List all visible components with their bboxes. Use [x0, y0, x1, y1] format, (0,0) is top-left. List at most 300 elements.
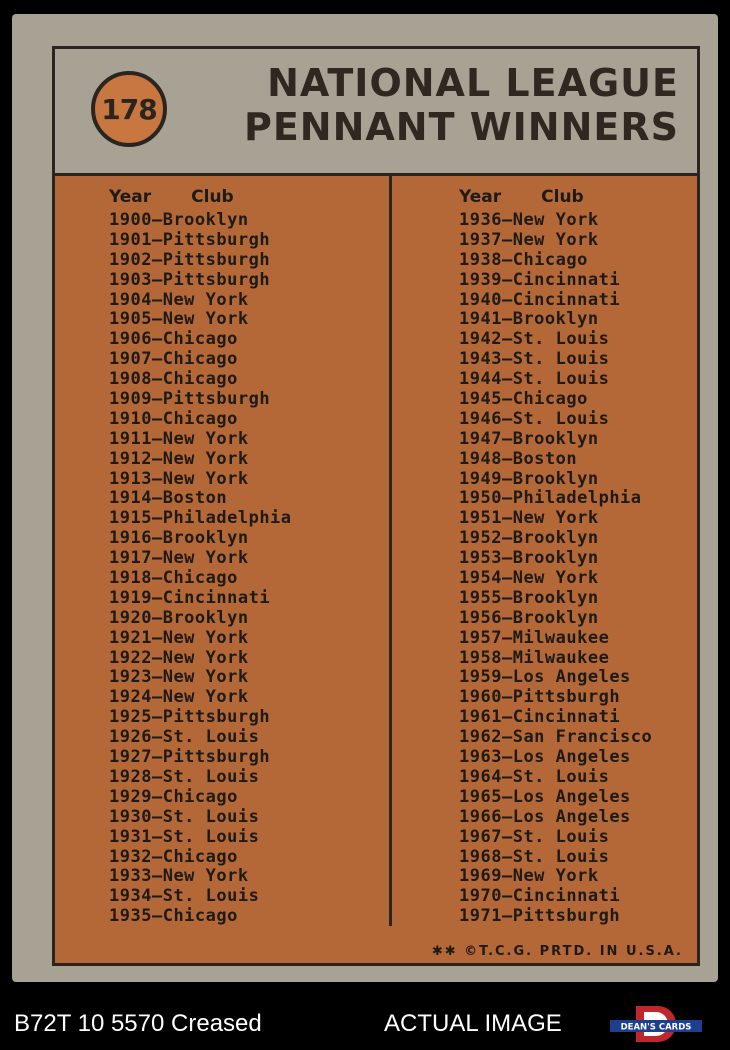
winner-year: 1912 — [109, 448, 152, 469]
winner-year: 1922 — [109, 647, 152, 668]
row-dash: — — [501, 846, 513, 867]
winner-row — [459, 528, 652, 548]
winner-row — [459, 290, 652, 310]
row-dash: — — [151, 687, 163, 708]
row-dash: — — [501, 806, 513, 827]
header-year: Year — [109, 187, 152, 207]
winner-year: 1941 — [459, 309, 502, 330]
winner-year: 1953 — [459, 548, 502, 569]
winner-row — [459, 488, 652, 508]
winner-row — [109, 469, 292, 489]
winner-year: 1901 — [109, 229, 152, 250]
winner-year: 1940 — [459, 289, 502, 310]
row-dash: — — [501, 906, 513, 927]
winner-club: New York — [162, 866, 249, 887]
winner-club: Brooklyn — [512, 607, 599, 628]
winner-row — [109, 827, 292, 847]
header-club: Club — [191, 187, 234, 207]
row-dash: — — [501, 886, 513, 907]
row-dash: — — [151, 886, 163, 907]
winner-year: 1932 — [109, 846, 152, 867]
winner-row — [109, 667, 292, 687]
winner-row — [109, 568, 292, 588]
winner-club: San Francisco — [512, 727, 653, 748]
winner-year: 1956 — [459, 607, 502, 628]
winner-club: St. Louis — [512, 846, 610, 867]
row-dash: — — [501, 229, 513, 250]
winner-year: 1937 — [459, 229, 502, 250]
winner-year: 1916 — [109, 528, 152, 549]
winner-row — [459, 210, 652, 230]
winner-year: 1951 — [459, 508, 502, 529]
row-dash: — — [151, 349, 163, 370]
winner-row — [109, 488, 292, 508]
winner-row — [459, 727, 652, 747]
winner-row — [109, 648, 292, 668]
winner-club: Cincinnati — [162, 587, 271, 608]
card-frame — [52, 46, 700, 966]
winner-row — [459, 847, 652, 867]
winner-year: 1946 — [459, 408, 502, 429]
column-divider — [389, 176, 392, 926]
winner-club: St. Louis — [162, 826, 260, 847]
winner-year: 1931 — [109, 826, 152, 847]
winner-year: 1954 — [459, 568, 502, 589]
winner-year: 1966 — [459, 806, 502, 827]
winner-row — [459, 628, 652, 648]
winner-club: Cincinnati — [512, 707, 621, 728]
winner-club: Pittsburgh — [162, 249, 271, 270]
winner-year: 1928 — [109, 766, 152, 787]
winner-year: 1943 — [459, 349, 502, 370]
winner-year: 1947 — [459, 428, 502, 449]
winner-row — [109, 628, 292, 648]
winner-year: 1935 — [109, 906, 152, 927]
winner-club: Philadelphia — [512, 488, 642, 509]
row-dash: — — [151, 906, 163, 927]
winner-club: Philadelphia — [162, 508, 292, 529]
winner-year: 1938 — [459, 249, 502, 270]
winner-club: Chicago — [162, 369, 238, 390]
winner-club: New York — [512, 229, 599, 250]
winner-row — [109, 429, 292, 449]
winner-club: Boston — [512, 448, 578, 469]
winner-club: Chicago — [512, 389, 588, 410]
row-dash: — — [151, 408, 163, 429]
row-dash: — — [501, 249, 513, 270]
winner-year: 1945 — [459, 389, 502, 410]
row-dash: — — [501, 647, 513, 668]
winner-row — [109, 409, 292, 429]
row-dash: — — [501, 627, 513, 648]
winner-club: Chicago — [162, 786, 238, 807]
card-title — [244, 61, 679, 149]
winner-club: Chicago — [162, 906, 238, 927]
winner-row — [109, 508, 292, 528]
winner-club: Pittsburgh — [512, 687, 621, 708]
row-dash: — — [151, 329, 163, 350]
winner-club: New York — [162, 309, 249, 330]
winner-year: 1924 — [109, 687, 152, 708]
winner-row — [459, 568, 652, 588]
winner-club: Chicago — [162, 408, 238, 429]
winner-club: New York — [162, 428, 249, 449]
winner-club: Pittsburgh — [162, 707, 271, 728]
row-dash: — — [501, 488, 513, 509]
winner-year: 1918 — [109, 568, 152, 589]
winner-year: 1910 — [109, 408, 152, 429]
winner-year: 1900 — [109, 210, 152, 230]
row-dash: — — [501, 448, 513, 469]
winner-year: 1907 — [109, 349, 152, 370]
winner-year: 1929 — [109, 786, 152, 807]
row-dash: — — [151, 846, 163, 867]
row-dash: — — [501, 210, 513, 230]
winner-row — [459, 230, 652, 250]
winner-row — [459, 648, 652, 668]
row-dash: — — [501, 428, 513, 449]
row-dash: — — [151, 468, 163, 489]
winner-row — [109, 847, 292, 867]
winner-row — [109, 886, 292, 906]
winner-club: Brooklyn — [162, 210, 249, 230]
row-dash: — — [501, 707, 513, 728]
winner-year: 1902 — [109, 249, 152, 270]
winner-club: St. Louis — [162, 727, 260, 748]
winner-year: 1971 — [459, 906, 502, 927]
row-dash: — — [151, 568, 163, 589]
row-dash: — — [501, 508, 513, 529]
row-dash: — — [151, 707, 163, 728]
winner-club: New York — [512, 210, 599, 230]
winner-year: 1921 — [109, 627, 152, 648]
winner-club: Pittsburgh — [162, 389, 271, 410]
row-dash: — — [501, 727, 513, 748]
copyright-line: ✱✱ ©T.C.G. PRTD. IN U.S.A. — [431, 944, 683, 959]
row-dash: — — [501, 528, 513, 549]
winner-club: Pittsburgh — [512, 906, 621, 927]
winner-club: Pittsburgh — [162, 269, 271, 290]
row-dash: — — [151, 806, 163, 827]
row-dash: — — [151, 727, 163, 748]
row-dash: — — [501, 309, 513, 330]
winner-club: Cincinnati — [512, 269, 621, 290]
title-line-1: NATIONAL LEAGUE — [267, 61, 679, 105]
winner-club: Chicago — [162, 349, 238, 370]
winner-row — [109, 270, 292, 290]
winner-club: New York — [512, 866, 599, 887]
winner-year: 1927 — [109, 747, 152, 768]
row-dash: — — [151, 389, 163, 410]
header-year: Year — [459, 187, 502, 207]
row-dash: — — [151, 826, 163, 847]
right-column-header — [459, 184, 652, 210]
winner-row — [459, 429, 652, 449]
winner-row — [459, 667, 652, 687]
winner-club: St. Louis — [162, 766, 260, 787]
winner-row — [109, 727, 292, 747]
winner-row — [459, 767, 652, 787]
winner-club: St. Louis — [162, 886, 260, 907]
winner-club: Brooklyn — [512, 548, 599, 569]
winner-row — [459, 449, 652, 469]
winner-year: 1960 — [459, 687, 502, 708]
winner-club: Los Angeles — [512, 747, 631, 768]
winner-club: Chicago — [162, 329, 238, 350]
row-dash: — — [501, 607, 513, 628]
winner-row — [109, 309, 292, 329]
winner-club: Brooklyn — [512, 468, 599, 489]
winner-year: 1915 — [109, 508, 152, 529]
winner-row — [109, 608, 292, 628]
winner-row — [459, 906, 652, 926]
winner-row — [459, 270, 652, 290]
row-dash: — — [151, 766, 163, 787]
winner-club: Chicago — [162, 568, 238, 589]
winner-club: Los Angeles — [512, 806, 631, 827]
winner-club: St. Louis — [512, 408, 610, 429]
winner-year: 1952 — [459, 528, 502, 549]
winner-row — [459, 807, 652, 827]
row-dash: — — [151, 508, 163, 529]
winner-year: 1961 — [459, 707, 502, 728]
winner-club: Los Angeles — [512, 786, 631, 807]
winner-row — [459, 787, 652, 807]
winner-row — [109, 767, 292, 787]
winner-row — [459, 548, 652, 568]
row-dash: — — [151, 488, 163, 509]
row-dash: — — [151, 747, 163, 768]
card-number-badge: 178 — [91, 71, 167, 147]
row-dash: — — [501, 548, 513, 569]
row-dash: — — [501, 389, 513, 410]
winner-row — [459, 707, 652, 727]
winner-row — [459, 250, 652, 270]
winner-year: 1906 — [109, 329, 152, 350]
card-header — [55, 49, 697, 173]
row-dash: — — [501, 289, 513, 310]
winner-club: St. Louis — [512, 766, 610, 787]
row-dash: — — [151, 587, 163, 608]
winner-club: Brooklyn — [512, 587, 599, 608]
row-dash: — — [151, 667, 163, 688]
row-dash: — — [501, 269, 513, 290]
row-dash: — — [151, 647, 163, 668]
winner-year: 1948 — [459, 448, 502, 469]
winner-club: Chicago — [162, 846, 238, 867]
winner-year: 1925 — [109, 707, 152, 728]
winner-year: 1959 — [459, 667, 502, 688]
winner-row — [109, 250, 292, 270]
winner-year: 1949 — [459, 468, 502, 489]
winner-year: 1919 — [109, 587, 152, 608]
winner-row — [459, 369, 652, 389]
row-dash: — — [501, 349, 513, 370]
winner-club: New York — [162, 548, 249, 569]
row-dash: — — [501, 826, 513, 847]
winner-club: Brooklyn — [512, 428, 599, 449]
winner-year: 1934 — [109, 886, 152, 907]
winner-year: 1913 — [109, 468, 152, 489]
winner-club: Pittsburgh — [162, 747, 271, 768]
row-dash: — — [151, 289, 163, 310]
winner-row — [459, 329, 652, 349]
card-back — [12, 14, 718, 982]
winner-club: New York — [512, 568, 599, 589]
winner-row — [109, 369, 292, 389]
row-dash: — — [151, 369, 163, 390]
row-dash: — — [501, 587, 513, 608]
winner-year: 1926 — [109, 727, 152, 748]
winner-row — [459, 827, 652, 847]
winner-year: 1904 — [109, 289, 152, 310]
winner-club: Chicago — [512, 249, 588, 270]
winner-club: New York — [162, 647, 249, 668]
winner-club: New York — [512, 508, 599, 529]
winner-club: Cincinnati — [512, 886, 621, 907]
winner-club: St. Louis — [512, 826, 610, 847]
winner-row — [109, 548, 292, 568]
winner-year: 1936 — [459, 210, 502, 230]
winner-row — [109, 687, 292, 707]
winner-row — [109, 389, 292, 409]
winner-year: 1965 — [459, 786, 502, 807]
logo-text: DEAN'S CARDS — [620, 1022, 692, 1033]
right-rows — [459, 210, 652, 926]
row-dash: — — [501, 329, 513, 350]
winner-row — [109, 906, 292, 926]
winner-club: Cincinnati — [512, 289, 621, 310]
winner-year: 1962 — [459, 727, 502, 748]
winner-club: Pittsburgh — [162, 229, 271, 250]
winner-year: 1911 — [109, 428, 152, 449]
row-dash: — — [151, 448, 163, 469]
winner-row — [109, 807, 292, 827]
winner-year: 1967 — [459, 826, 502, 847]
winner-year: 1970 — [459, 886, 502, 907]
winner-year: 1939 — [459, 269, 502, 290]
winner-year: 1908 — [109, 369, 152, 390]
winner-row — [459, 608, 652, 628]
winner-row — [459, 588, 652, 608]
winner-row — [109, 528, 292, 548]
header-club: Club — [541, 187, 584, 207]
winner-row — [109, 349, 292, 369]
row-dash: — — [151, 309, 163, 330]
title-line-2: PENNANT WINNERS — [243, 105, 679, 149]
winner-row — [459, 389, 652, 409]
row-dash: — — [151, 528, 163, 549]
actual-image-label: ACTUAL IMAGE — [384, 1010, 562, 1037]
winner-club: St. Louis — [162, 806, 260, 827]
row-dash: — — [151, 249, 163, 270]
winner-club: Boston — [162, 488, 228, 509]
winner-year: 1903 — [109, 269, 152, 290]
row-dash: — — [151, 229, 163, 250]
row-dash: — — [501, 667, 513, 688]
row-dash: — — [501, 786, 513, 807]
row-dash: — — [501, 369, 513, 390]
winner-year: 1933 — [109, 866, 152, 887]
winners-panel — [55, 173, 697, 963]
winner-club: New York — [162, 667, 249, 688]
right-column — [459, 184, 652, 926]
winner-row — [109, 290, 292, 310]
winner-club: St. Louis — [512, 369, 610, 390]
winner-year: 1963 — [459, 747, 502, 768]
winner-club: St. Louis — [512, 349, 610, 370]
winner-row — [459, 469, 652, 489]
winner-row — [459, 409, 652, 429]
winner-row — [459, 508, 652, 528]
row-dash: — — [151, 428, 163, 449]
row-dash: — — [501, 866, 513, 887]
winner-club: New York — [162, 448, 249, 469]
winner-row — [459, 349, 652, 369]
winner-year: 1930 — [109, 806, 152, 827]
winner-row — [109, 787, 292, 807]
winner-club: Brooklyn — [512, 528, 599, 549]
winner-row — [109, 866, 292, 886]
winner-row — [109, 449, 292, 469]
row-dash: — — [151, 548, 163, 569]
winner-year: 1917 — [109, 548, 152, 569]
winner-year: 1964 — [459, 766, 502, 787]
winner-year: 1914 — [109, 488, 152, 509]
winner-year: 1969 — [459, 866, 502, 887]
winner-row — [109, 230, 292, 250]
winner-year: 1942 — [459, 329, 502, 350]
row-dash: — — [151, 627, 163, 648]
winner-club: St. Louis — [512, 329, 610, 350]
left-column — [109, 184, 292, 926]
winner-row — [109, 210, 292, 230]
row-dash: — — [151, 866, 163, 887]
winner-club: Milwaukee — [512, 647, 610, 668]
winner-club: New York — [162, 627, 249, 648]
listing-caption: B72T 10 5570 Creased — [14, 1010, 262, 1037]
row-dash: — — [151, 210, 163, 230]
winner-year: 1950 — [459, 488, 502, 509]
winner-year: 1920 — [109, 607, 152, 628]
winner-year: 1968 — [459, 846, 502, 867]
winner-row — [459, 866, 652, 886]
winner-row — [109, 329, 292, 349]
winner-club: New York — [162, 687, 249, 708]
left-rows — [109, 210, 292, 926]
winner-club: Brooklyn — [162, 528, 249, 549]
row-dash: — — [501, 468, 513, 489]
winner-club: Los Angeles — [512, 667, 631, 688]
winner-row — [459, 687, 652, 707]
left-column-header — [109, 184, 292, 210]
deans-cards-logo — [610, 1004, 702, 1044]
winner-row — [459, 747, 652, 767]
winner-row — [109, 747, 292, 767]
row-dash: — — [501, 747, 513, 768]
row-dash: — — [501, 568, 513, 589]
row-dash: — — [151, 786, 163, 807]
winner-year: 1955 — [459, 587, 502, 608]
row-dash: — — [151, 269, 163, 290]
winner-year: 1958 — [459, 647, 502, 668]
winner-row — [459, 309, 652, 329]
winner-year: 1923 — [109, 667, 152, 688]
winner-row — [459, 886, 652, 906]
winner-year: 1909 — [109, 389, 152, 410]
row-dash: — — [501, 766, 513, 787]
winner-row — [109, 588, 292, 608]
